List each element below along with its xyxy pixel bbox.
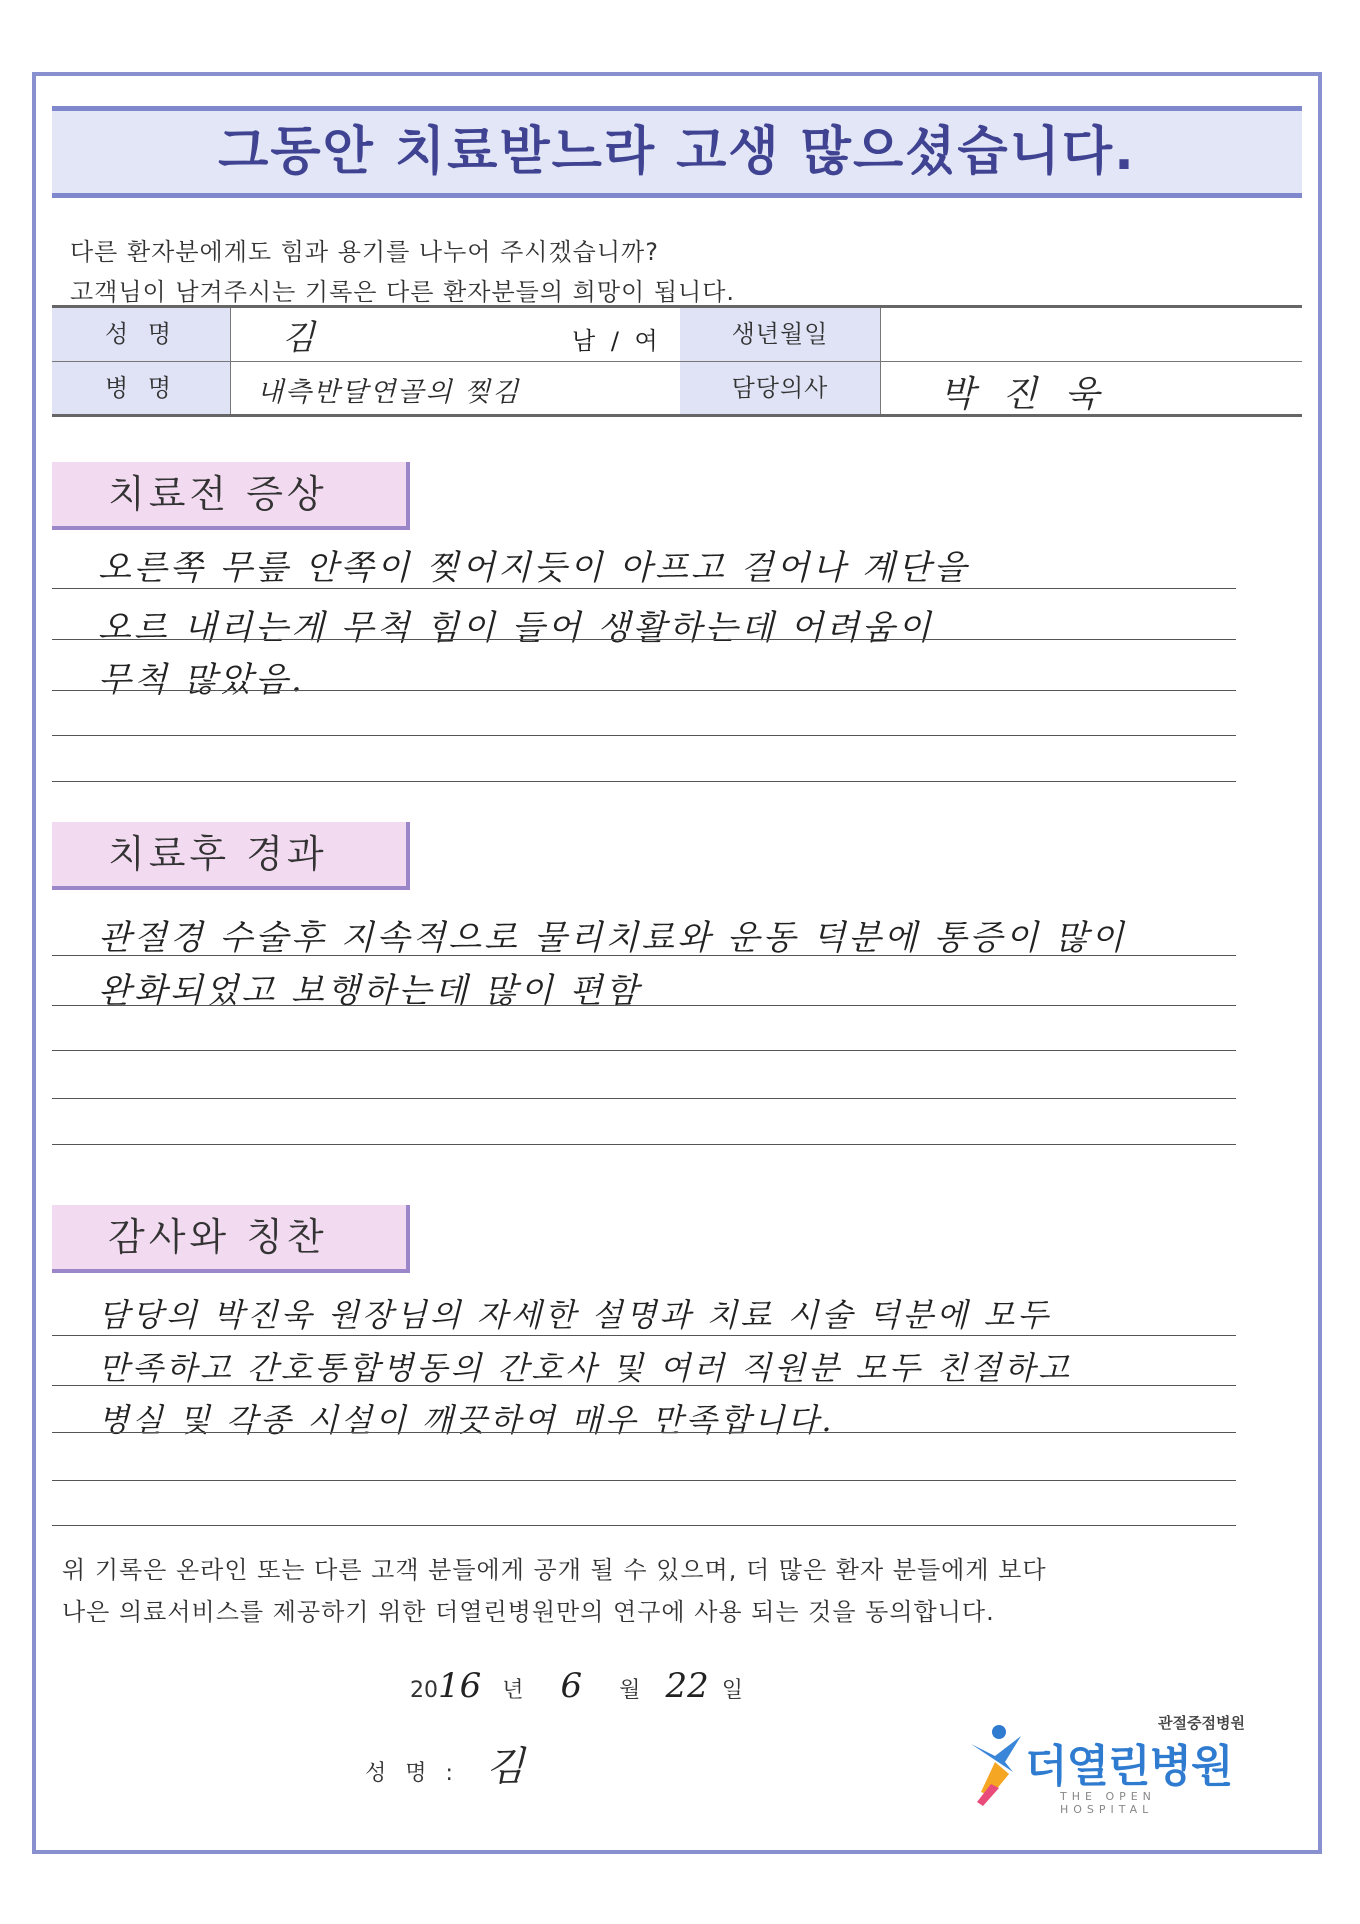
rule xyxy=(52,1335,1236,1336)
section-label-before: 치료전 증상 xyxy=(52,462,410,530)
date-line xyxy=(410,1666,743,1706)
signature-line xyxy=(365,1735,525,1792)
rule xyxy=(52,588,1236,589)
rule xyxy=(52,735,1236,736)
date-year-hand: 16 xyxy=(438,1666,482,1706)
rule xyxy=(52,690,1236,691)
thanks-line-2: 만족하고 간호통합병동의 간호사 및 여러 직원분 모두 친절하고 xyxy=(98,1349,1072,1387)
disease-label: 병 명 xyxy=(52,362,230,414)
rule xyxy=(52,1385,1236,1386)
gender-field: 남 / 여 xyxy=(572,327,662,355)
consent-line-1: 위 기록은 온라인 또는 다른 고객 분들에게 공개 될 수 있으며, 더 많은 환자 분들에게 보다 xyxy=(62,1556,1047,1584)
rule xyxy=(52,1525,1236,1526)
after-line-2: 완화되었고 보행하는데 많이 편함 xyxy=(98,971,642,1011)
rule xyxy=(52,1480,1236,1481)
logo-subtitle: 관절중점병원 xyxy=(1158,1714,1245,1732)
rule xyxy=(52,1005,1236,1006)
intro-line-1: 다른 환자분에게도 힘과 용기를 나누어 주시겠습니까? xyxy=(70,238,659,266)
section-label-thanks: 감사와 칭찬 xyxy=(52,1205,410,1273)
logo-figure-icon xyxy=(965,1722,1027,1808)
page-title: 그동안 치료받느라 고생 많으셨습니다. xyxy=(52,106,1302,198)
hospital-logo xyxy=(965,1708,1245,1816)
birth-label: 생년월일 xyxy=(680,308,880,361)
rule xyxy=(52,1144,1236,1145)
signature-value: 김 xyxy=(485,1744,525,1790)
date-year-label: 년 xyxy=(502,1678,524,1703)
disease-value: 내측반달연골의 찢김 xyxy=(257,377,521,408)
name-label: 성 명 xyxy=(52,308,230,361)
consent-line-2: 나은 의료서비스를 제공하기 위한 더열린병원만의 연구에 사용 되는 것을 동의합니다. xyxy=(62,1598,995,1626)
logo-english: THE OPEN HOSPITAL xyxy=(1060,1790,1156,1816)
doctor-value: 박 진 욱 xyxy=(940,374,1108,415)
rule xyxy=(52,955,1236,956)
thanks-line-3: 병실 및 각종 시설이 깨끗하여 매우 만족합니다. xyxy=(98,1401,835,1439)
signature-label: 성 명 : xyxy=(365,1761,459,1786)
rule xyxy=(52,639,1236,640)
rule xyxy=(52,781,1236,782)
thanks-line-1: 담당의 박진욱 원장님의 자세한 설명과 치료 시술 덕분에 모두 xyxy=(98,1296,1052,1334)
intro-line-2: 고객님이 남겨주시는 기록은 다른 환자분들의 희망이 됩니다. xyxy=(70,278,736,306)
date-day-hand: 22 xyxy=(665,1666,709,1706)
rule xyxy=(52,1098,1236,1099)
after-line-1: 관절경 수술후 지속적으로 물리치료와 운동 덕분에 통증이 많이 xyxy=(98,918,1127,958)
date-month-label: 월 xyxy=(619,1678,641,1703)
rule xyxy=(52,1050,1236,1051)
logo-name: 더열린병원 xyxy=(1025,1741,1233,1792)
rule xyxy=(52,1432,1236,1433)
before-line-2: 오르 내리는게 무척 힘이 들어 생활하는데 어려움이 xyxy=(98,608,934,648)
name-value: 김 xyxy=(282,318,315,358)
info-table xyxy=(52,305,1302,417)
before-line-3: 무척 많았음. xyxy=(98,660,305,700)
before-line-1: 오른쪽 무릎 안쪽이 찢어지듯이 아프고 걸어나 계단을 xyxy=(98,548,970,588)
date-month-hand: 6 xyxy=(560,1666,583,1706)
doctor-label: 담당의사 xyxy=(680,362,880,414)
section-label-after: 치료후 경과 xyxy=(52,822,410,890)
date-year-prefix: 20 xyxy=(410,1678,438,1703)
date-day-label: 일 xyxy=(721,1678,743,1703)
